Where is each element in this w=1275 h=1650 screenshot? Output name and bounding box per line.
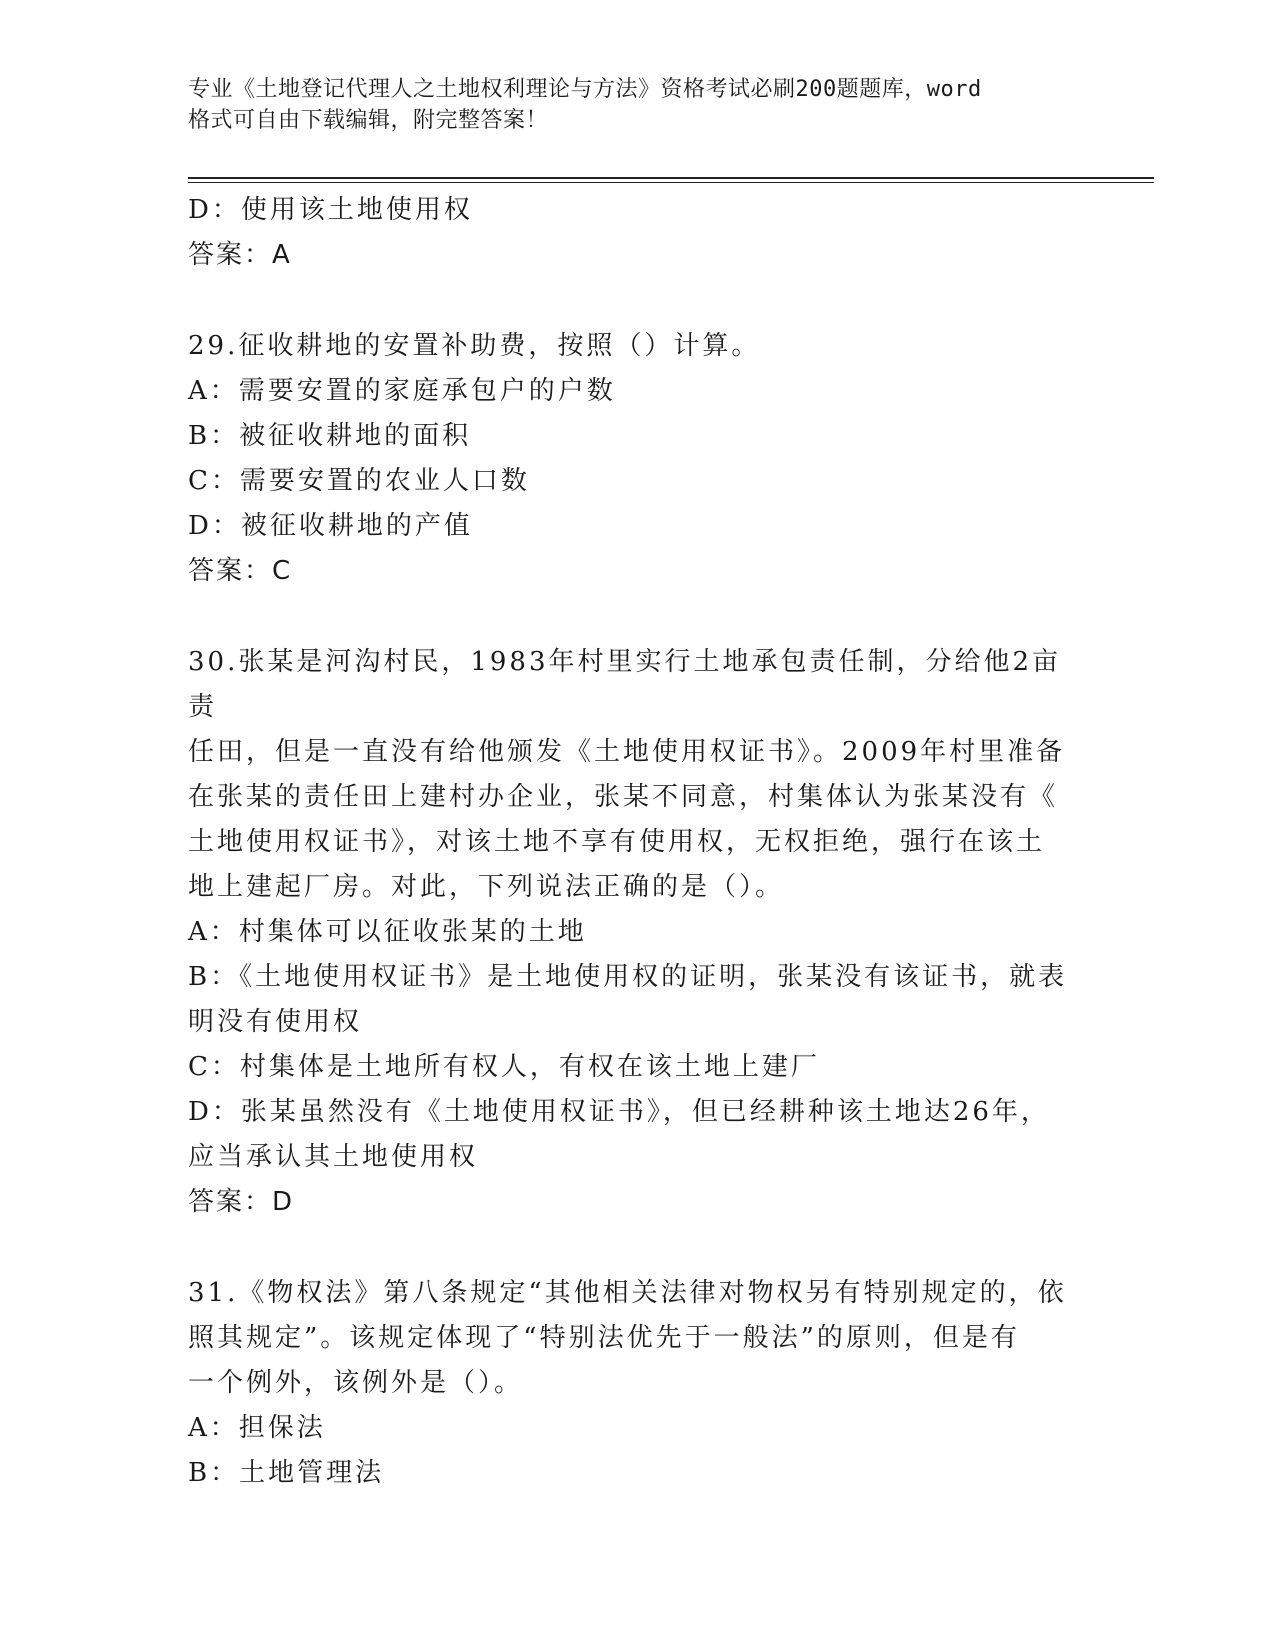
option-d-line: 应当承认其土地使用权: [188, 1142, 479, 1172]
option-b: B：土地管理法: [188, 1458, 385, 1488]
option-a: A：村集体可以征收张某的土地: [188, 917, 587, 947]
option-c: C：需要安置的农业人口数: [188, 466, 530, 496]
question-28-tail: [188, 188, 1088, 278]
question-stem-line: 在张某的责任田上建村办企业，张某不同意，村集体认为张某没有《: [188, 782, 1059, 812]
question-content: [188, 188, 1088, 1496]
option-d: D：使用该土地使用权: [188, 195, 473, 225]
header-divider-thin: [188, 182, 1154, 183]
question-31: [188, 1271, 1088, 1496]
question-stem-line: 照其规定”。该规定体现了“特别法优先于一般法”的原则，但是有: [188, 1323, 1020, 1353]
header-title-line-2: 格式可自由下载编辑，附完整答案！: [188, 108, 549, 133]
question-stem-line: 任田，但是一直没有给他颁发《土地使用权证书》。2009年村里准备: [188, 737, 1066, 767]
question-stem-line: 30.张某是河沟村民，1983年村里实行土地承包责任制，分给他2亩责: [188, 647, 1062, 722]
question-stem-line: 一个例外，该例外是（）。: [188, 1368, 524, 1398]
option-d: D：被征收耕地的产值: [188, 511, 473, 541]
header-divider-thick: [188, 177, 1154, 179]
header-title-line-1: 专业《土地登记代理人之土地权利理论与方法》资格考试必刷200题题库，word: [188, 77, 982, 102]
question-stem-line: 土地使用权证书》，对该土地不享有使用权，无权拒绝，强行在该土: [188, 827, 1046, 857]
question-30: [188, 640, 1088, 1225]
option-b: B：被征收耕地的面积: [188, 421, 472, 451]
option-d-line: D：张某虽然没有《土地使用权证书》，但已经耕种该土地达26年，: [188, 1097, 1050, 1127]
answer-label: 答案：D: [188, 1187, 295, 1217]
document-header: [188, 74, 1068, 136]
option-b-line: B：《土地使用权证书》是土地使用权的证明，张某没有该证书，就表: [188, 962, 1068, 992]
question-stem: 29.征收耕地的安置补助费，按照（）计算。: [188, 331, 761, 361]
option-b-line: 明没有使用权: [188, 1007, 363, 1037]
question-stem-line: 地上建起厂房。对此，下列说法正确的是（）。: [188, 872, 785, 902]
answer-label: 答案：C: [188, 556, 293, 586]
option-c: C：村集体是土地所有权人，有权在该土地上建厂: [188, 1052, 820, 1082]
question-29: [188, 324, 1088, 594]
option-a: A：需要安置的家庭承包户的户数: [188, 376, 616, 406]
option-a: A：担保法: [188, 1413, 326, 1443]
question-stem-line: 31.《物权法》第八条规定“其他相关法律对物权另有特别规定的，依: [188, 1278, 1067, 1308]
answer-label: 答案：A: [188, 240, 292, 270]
